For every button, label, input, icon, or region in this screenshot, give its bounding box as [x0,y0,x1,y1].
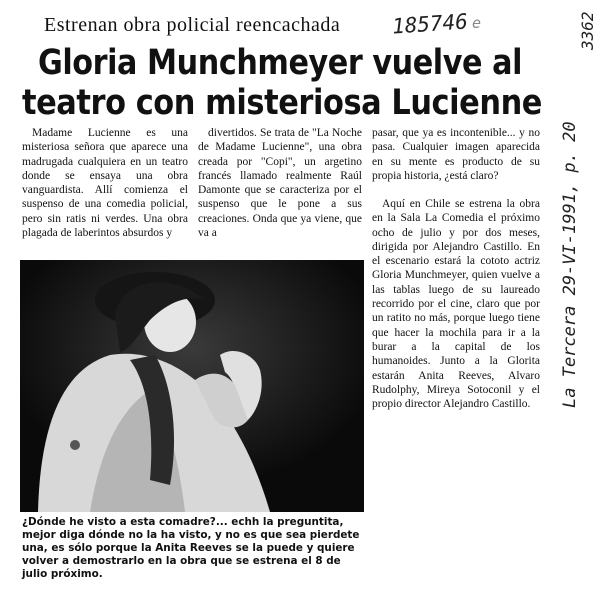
handwritten-code: 3362 [578,11,597,50]
headline-line-1: Gloria Munchmeyer vuelve al [38,43,522,83]
article-column-3-continued [372,197,540,411]
column-1-text: Madame Lucienne es una misteriosa señora que aparece una madrugada cualquiera en un teatro donde se ensaya una obra vanguardista. Allí comienza el suspenso de una comedia policial, pero sin ratis ni verdes. Una obra plagada de laberintos absurdos y [22,127,188,240]
photo-illustration [20,260,364,512]
photo-caption: ¿Dónde he visto a esta comadre?... echh la preguntita, mejor diga dónde no la ha visto, y no es que sea pierdete una, es sólo porque la Anita Reeves se la puede y quiere volver a demostrarlo en la obra que se estrena el 8 de julio próximo. [22,516,360,580]
article-column-2 [198,126,362,240]
handwritten-faint-mark: e [472,14,482,32]
handwritten-source-note: La Tercera 29-VI-1991, p. 20 [560,121,580,408]
article-column-1 [22,126,188,240]
kicker: Estrenan obra policial reencachada [44,14,341,36]
column-3-text-a: pasar, que ya es incontenible... y no pasa. Cualquier imagen aparecida en su mente es producto de su propia historia, ¿está claro? [372,127,540,182]
handwritten-archive-number: 185746 [391,9,469,39]
article-column-3 [372,126,540,183]
coat-button [70,440,80,450]
headline-line-2: teatro con misteriosa Lucienne [22,83,542,123]
column-2-text: divertidos. Se trata de "La Noche de Madame Lucienne", una obra creada por "Copi", un argetino francés llamado realmente Raúl Damonte que se caracteriza por el suspenso que le pone a sus creaciones. Onda que ya viene, que va a [198,127,362,240]
article-photo [20,260,364,512]
column-3-text-b: Aquí en Chile se estrena la obra en la Sala La Comedia el próximo ocho de julio y por dos meses, dirigida por Alejandro Castillo. En el escenario estará la cototo actriz Gloria Munchmeyer, quien vuelve a las tablas luego de su laureado recorrido por el cine, claro que por un ratito no más, porque luego tiene que hacer la mochila para ir a la burar a la capital de los humanoides. Junto a la Glorita estarán Anita Reeves, Alvaro Rudolphy, Mireya Sotoconil y el propio director Alejandro Castillo. [372,198,540,411]
